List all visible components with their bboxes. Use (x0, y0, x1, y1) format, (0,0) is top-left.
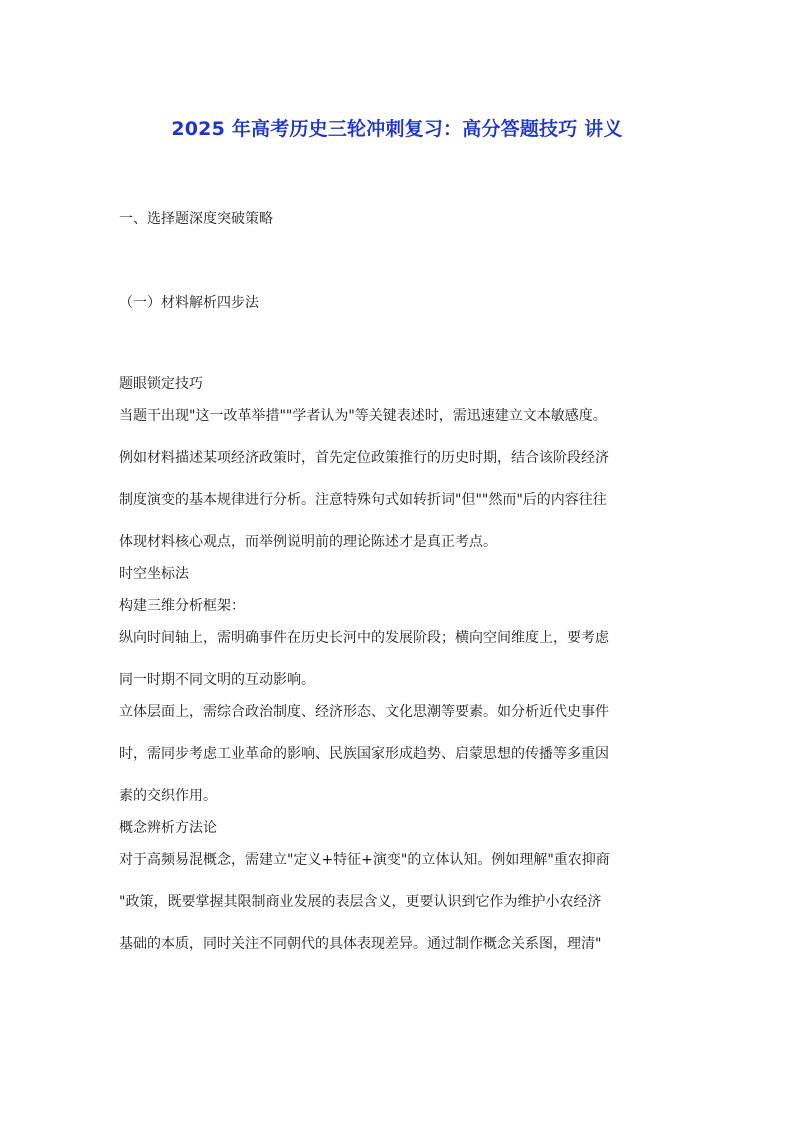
subheading: 概念辨析方法论 (119, 820, 217, 836)
document-title: 2025 年高考历史三轮冲刺复习：高分答题技巧 讲义 (171, 118, 623, 140)
paragraph-line: 同一时期不同文明的互动影响。 (119, 672, 315, 688)
section-heading: 一、选择题深度突破策略 (119, 211, 273, 227)
paragraph-line: 时，需同步考虑工业革命的影响、民族国家形成趋势、启蒙思想的传播等多重因 (119, 746, 609, 762)
subheading: 时空坐标法 (119, 566, 189, 582)
paragraph-line: 基础的本质，同时关注不同朝代的具体表现差异。通过制作概念关系图，理清" (119, 936, 602, 952)
paragraph-line: 当题干出现"这一改革举措""学者认为"等关键表述时，需迅速建立文本敏感度。 (119, 408, 607, 424)
paragraph-line: 制度演变的基本规律进行分析。注意特殊句式如转折词"但""然而"后的内容往往 (119, 492, 607, 508)
paragraph-line: 立体层面上，需综合政治制度、经济形态、文化思潮等要素。如分析近代史事件 (119, 704, 609, 720)
subheading: 题眼锁定技巧 (119, 376, 203, 392)
paragraph-line: 例如材料描述某项经济政策时，首先定位政策推行的历史时期，结合该阶段经济 (119, 450, 609, 466)
paragraph-line: 素的交织作用。 (119, 788, 217, 804)
paragraph-line: "政策，既要掌握其限制商业发展的表层含义，更要认识到它作为维护小农经济 (119, 894, 602, 910)
paragraph-line: 纵向时间轴上，需明确事件在历史长河中的发展阶段；横向空间维度上，要考虑 (119, 630, 609, 646)
paragraph-line: 体现材料核心观点，而举例说明前的理论陈述才是真正考点。 (119, 534, 497, 550)
subsection-heading: （一）材料解析四步法 (119, 295, 259, 311)
subheading: 构建三维分析框架： (119, 598, 245, 614)
paragraph-line: 对于高频易混概念，需建立"定义+特征+演变"的立体认知。例如理解"重农抑商 (119, 852, 610, 868)
document-body (119, 374, 679, 976)
